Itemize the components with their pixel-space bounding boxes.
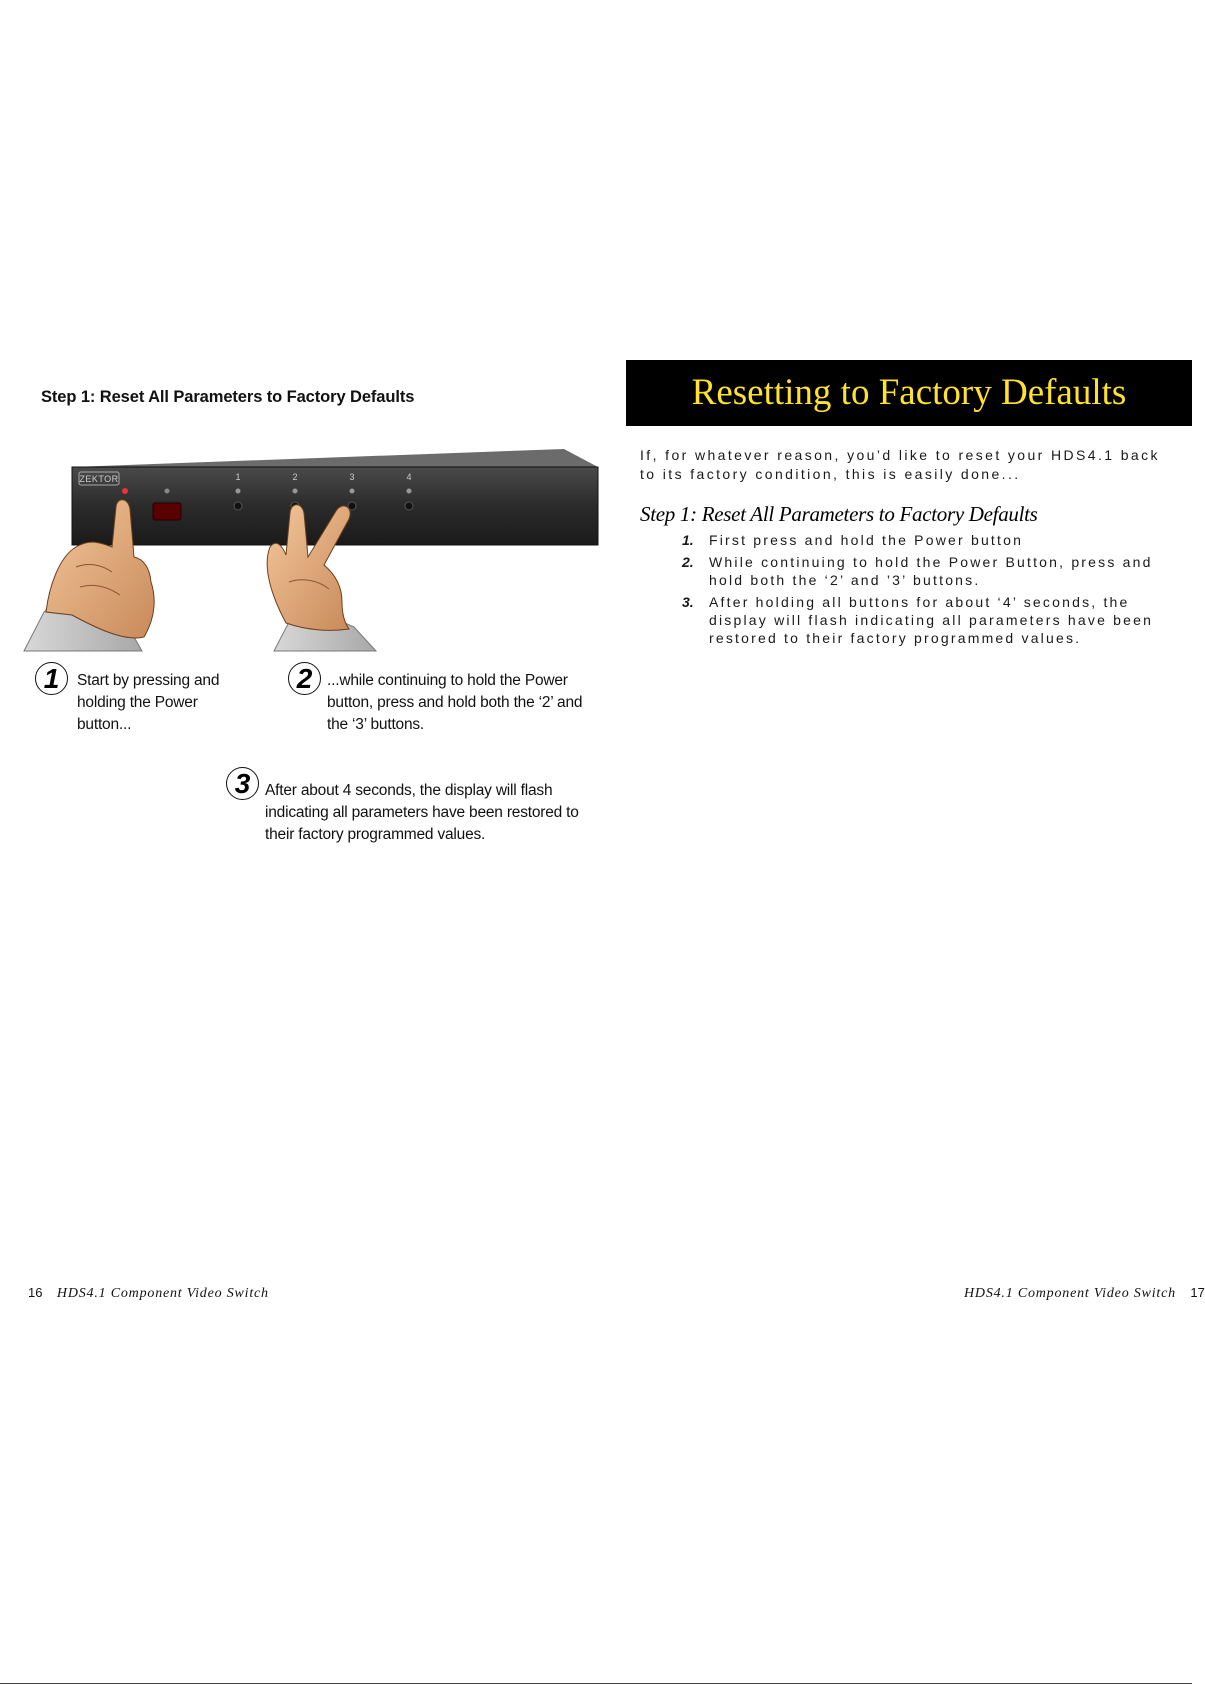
page-title: Resetting to Factory Defaults bbox=[691, 372, 1127, 413]
step-item bbox=[676, 593, 1176, 647]
channel-label-1: 1 bbox=[235, 472, 241, 482]
step-text: While continuing to hold the Power Button, press and hold both the ‘2’ and ’3’ buttons. bbox=[709, 554, 1153, 588]
intro-paragraph: If, for whatever reason, you’d like to reset your HDS4.1 back to its factory condition, this is easily done... bbox=[640, 447, 1160, 482]
right-page-number: 17 bbox=[1190, 1285, 1205, 1300]
right-footer-title: HDS4.1 Component Video Switch bbox=[964, 1286, 1176, 1301]
device-brand-logo: ZEKTOR bbox=[79, 474, 119, 484]
channel-button-1 bbox=[234, 502, 242, 510]
power-led-indicator bbox=[122, 488, 128, 494]
channel-button-4 bbox=[405, 502, 413, 510]
callout-3-number: 3 bbox=[226, 767, 259, 800]
device-top-bevel bbox=[72, 449, 598, 467]
bottom-rule bbox=[0, 1683, 1192, 1684]
left-page-number: 16 bbox=[28, 1285, 43, 1300]
callout-1-text: Start by pressing and holding the Power button... bbox=[77, 672, 220, 733]
title-banner bbox=[626, 360, 1192, 426]
callout-2-number: 2 bbox=[288, 662, 321, 695]
step-number: 3. bbox=[682, 594, 694, 610]
channel-label-3: 3 bbox=[349, 472, 355, 482]
channel-label-2: 2 bbox=[292, 472, 298, 482]
callout-3-text: After about 4 seconds, the display will flash indicating all parameters have been restored to their factory programmed values. bbox=[265, 782, 579, 843]
callout-1-number: 1 bbox=[35, 662, 68, 695]
step-item bbox=[676, 553, 1176, 589]
step-text: After holding all buttons for about ‘4’ seconds, the display will flash indicating all parameters have been restored to their factory programmed values. bbox=[709, 594, 1154, 646]
right-footer bbox=[964, 1284, 1205, 1302]
callout-2-text: ...while continuing to hold the Power button, press and hold both the ‘2’ and the ‘3’ buttons. bbox=[327, 672, 583, 733]
step-number: 2. bbox=[682, 554, 694, 570]
step-item bbox=[676, 531, 1176, 549]
left-page-heading: Step 1: Reset All Parameters to Factory Defaults bbox=[41, 388, 415, 406]
step-number: 1. bbox=[682, 532, 694, 548]
left-footer-title: HDS4.1 Component Video Switch bbox=[56, 1286, 269, 1301]
channel-label-4: 4 bbox=[406, 472, 412, 482]
device-illustration bbox=[24, 447, 604, 651]
left-footer bbox=[28, 1284, 269, 1302]
steps-list bbox=[676, 531, 1176, 651]
step-title: Step 1: Reset All Parameters to Factory Defaults bbox=[640, 502, 1038, 526]
step-text: First press and hold the Power button bbox=[709, 532, 1024, 548]
device-display bbox=[153, 503, 181, 520]
